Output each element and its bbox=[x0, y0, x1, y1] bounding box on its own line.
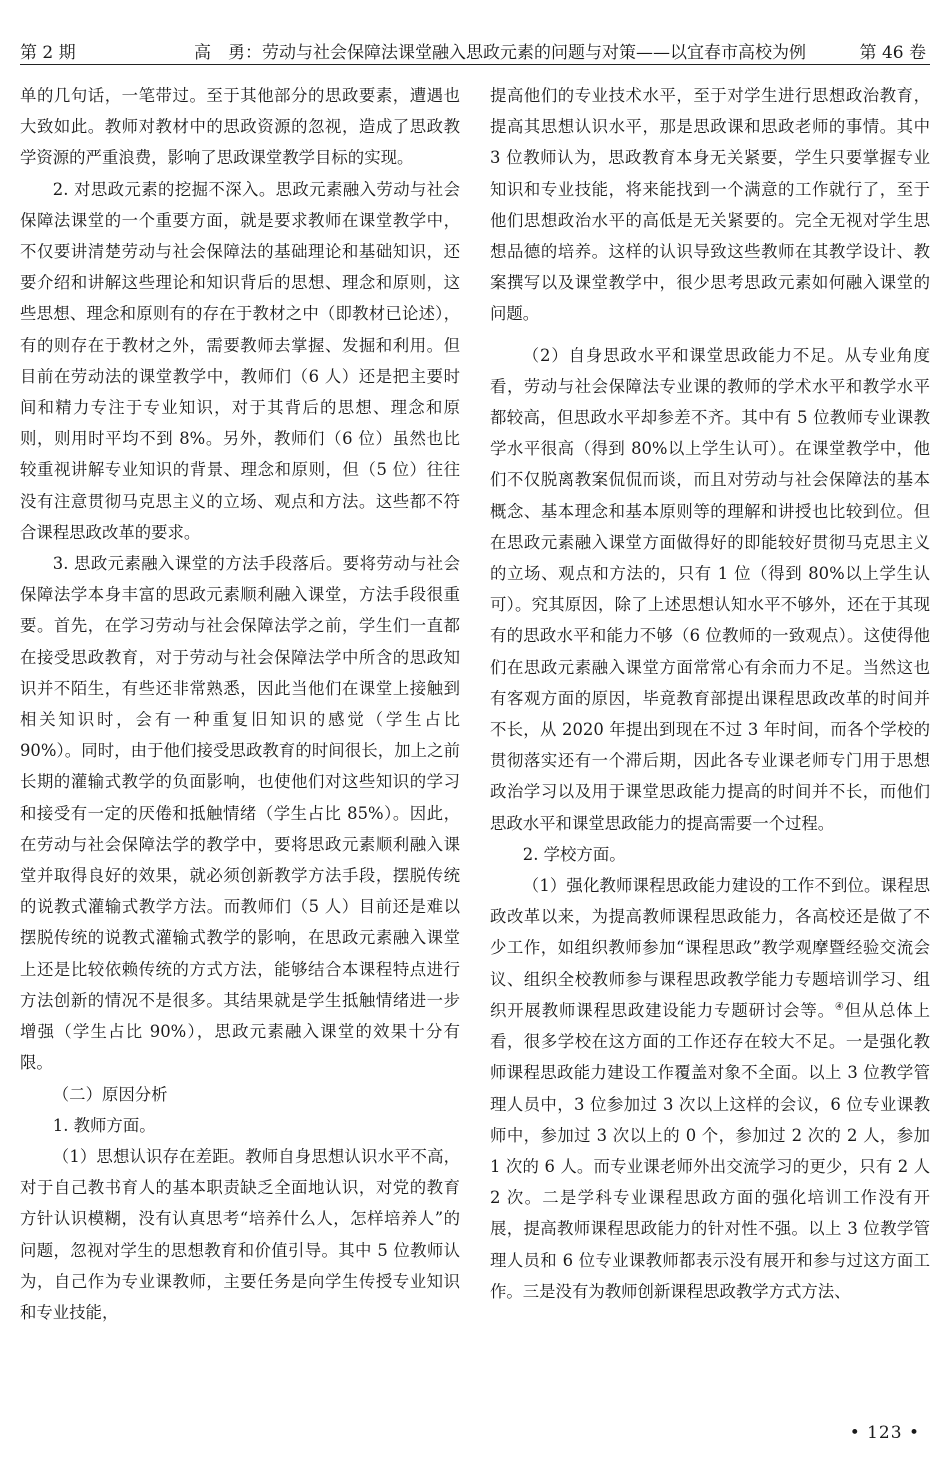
text-segment: （1）强化教师课程思政能力建设的工作不到位。课程思政改革以来，为提高教师课程思政能力，各高校还是做了不少工作，如组织教师参加“课程思政”教学观摩暨经验交流会议、组织全校教师参与课程思政教学能力专题培训学习、组织开展教师课程思政建设能力专题研讨会等。 bbox=[490, 876, 930, 1020]
paragraph-point-2: 2. 对思政元素的挖掘不深入。思政元素融入劳动与社会保障法课堂的一个重要方面，就是要求教师在课堂教学中，不仅要讲清楚劳动与社会保障法的基础理论和基础知识，还要介绍和讲解这些理论和知识背后的思想、理念和原则，这些思想、理念和原则有的存在于教材之中（即教材已论述），有的则存在于教材之外，需要教师去掌握、发掘和利用。但目前在劳动法的课堂教学中，教师们（6 人）还是把主要时间和精力专注于专业知识，对于其背后的思想、理念和原则，则用时平均不到 8%。另外，教师们（6 位）虽然也比较重视讲解专业知识的背景、理念和原则，但（5 位）往往没有注意贯彻马克思主义的立场、观点和方法。这些都不符合课程思政改革的要求。 bbox=[20, 179, 460, 542]
article-running-title: 高 勇：劳动与社会保障法课堂融入思政元素的问题与对策——以宜春市高校为例 bbox=[194, 43, 806, 63]
right-column bbox=[490, 80, 930, 1307]
paragraph-point-3: 3. 思政元素融入课堂的方法手段落后。要将劳动与社会保障法学本身丰富的思政元素顺利融入课堂，方法手段很重要。首先，在学习劳动与社会保障法学之前，学生们一直都在接受思政教育，对于劳动与社会保障法学中所含的思政知识并不陌生，有些还非常熟悉，因此当他们在课堂上接触到相关知识时，会有一种重复旧知识的感觉（学生占比 90%）。同时，由于他们接受思政教育的时间很长，加上之前长期的灌输式教学的负面影响，也使他们对这些知识的学习和接受有一定的厌倦和抵触情绪（学生占比 85%）。因此，在劳动与社会保障法学的教学中，要将思政元素顺利融入课堂并取得良好的效果，就必须创新教学方法手段，摆脱传统的说教式灌输式教学方法。而教师们（5 人）目前还是难以摆脱传统的说教式灌输式教学的影响，在思政元素融入课堂上还是比较依赖传统的方式方法，能够结合本课程特点进行方法创新的情况不是很多。其结果就是学生抵触情绪进一步增强（学生占比 90%），思政元素融入课堂的效果十分有限。 bbox=[20, 554, 460, 1073]
footnote-marker: ④ bbox=[834, 1001, 845, 1013]
paragraph-ability-shortfall: （2）自身思政水平和课堂思政能力不足。从专业角度看，劳动与社会保障法专业课的教师的学术水平和教学水平都较高，但思政水平却参差不齐。其中有 5 位教师专业课教学水平很高（得到 80%以上学生认可）。在课堂教学中，他们不仅脱离教案侃侃而谈，而且对劳动与社会保障法的基本概念、基本理念和基本原则等的理解和讲授也比较到位。但在思政元素融入课堂方面做得好的即能较好贯彻马克思主义的立场、观点和方法的，只有 1 位（得到 80%以上学生认可）。究其原因，除了上述思想认知水平不够外，还在于其现有的思政水平和能力不够（6 位教师的一致观点）。这使得他们在思政元素融入课堂方面常常心有余而力不足。当然这也有客观方面的原因，毕竟教育部提出课程思政改革的时间并不长，从 2020 年提出到现在不过 3 年时间，而各个学校的贯彻落实还有一个滞后期，因此各专业课老师专门用于思想政治学习以及用于课堂思政能力提高的时间并不长，而他们思政水平和课堂思政能力的提高需要一个过程。 bbox=[490, 345, 930, 833]
paragraph-continuation-right: 提高他们的专业技术水平，至于对学生进行思想政治教育，提高其思想认识水平，那是思政课和思政老师的事情。其中 3 位教师认为，思政教育本身无关紧要，学生只要掌握专业知识和专业技能，将来能找到一个满意的工作就行了，至于他们思想政治水平的高低是无关紧要的。完全无视对学生思想品德的培养。这样的认识导致这些教师在其教学设计、教案撰写以及课堂教学中，很少思考思政元素如何融入课堂的问题。 bbox=[490, 86, 930, 324]
paragraph-gap bbox=[490, 330, 930, 340]
left-column bbox=[20, 80, 460, 1328]
page-number: • 123 • bbox=[849, 1423, 920, 1443]
volume-number: 第 46 卷 bbox=[859, 43, 926, 63]
subheading-school-aspect: 2. 学校方面。 bbox=[522, 844, 626, 864]
paragraph-continuation: 单的几句话，一笔带过。至于其他部分的思政要素，遭遇也大致如此。教师对教材中的思政资源的忽视，造成了思政教学资源的严重浪费，影响了思政课堂教学目标的实现。 bbox=[20, 86, 460, 168]
paragraph-ideological-gap: （1）思想认识存在差距。教师自身思想认识水平不高，对于自己教书育人的基本职责缺乏全面地认识，对党的教育方针认识模糊，没有认真思考“培养什么人，怎样培养人”的问题，忽视对学生的思想教育和价值引导。其中 5 位教师认为，自己作为专业课教师，主要任务是向学生传授专业知识和专业技能， bbox=[20, 1146, 460, 1322]
issue-number: 第 2 期 bbox=[20, 43, 76, 63]
paragraph-school-training bbox=[490, 870, 930, 1307]
section-heading-cause-analysis: （二）原因分析 bbox=[52, 1084, 168, 1104]
text-segment: 但从总体上看，很多学校在这方面的工作还存在较大不足。一是强化教师课程思政能力建设工作覆盖对象不全面。以上 3 位教学管理人员中，3 位参加过 3 次以上这样的会议，6 位专业课教师中，参加过 3 次以上的 0 个，参加过 2 次的 2 人，参加 1 次的 6 人。而专业课老师外出交流学习的更少，只有 2 人 2 次。二是学科专业课程思政方面的强化培训工作没有开展，提高教师课程思政能力的针对性不强。以上 3 位教学管理人员和 6 位专业课教师都表示没有展开和参与过这方面工作。三是没有为教师创新课程思政教学方式方法、 bbox=[490, 1000, 931, 1301]
subheading-teacher-aspect: 1. 教师方面。 bbox=[52, 1115, 156, 1135]
running-header bbox=[20, 34, 930, 65]
